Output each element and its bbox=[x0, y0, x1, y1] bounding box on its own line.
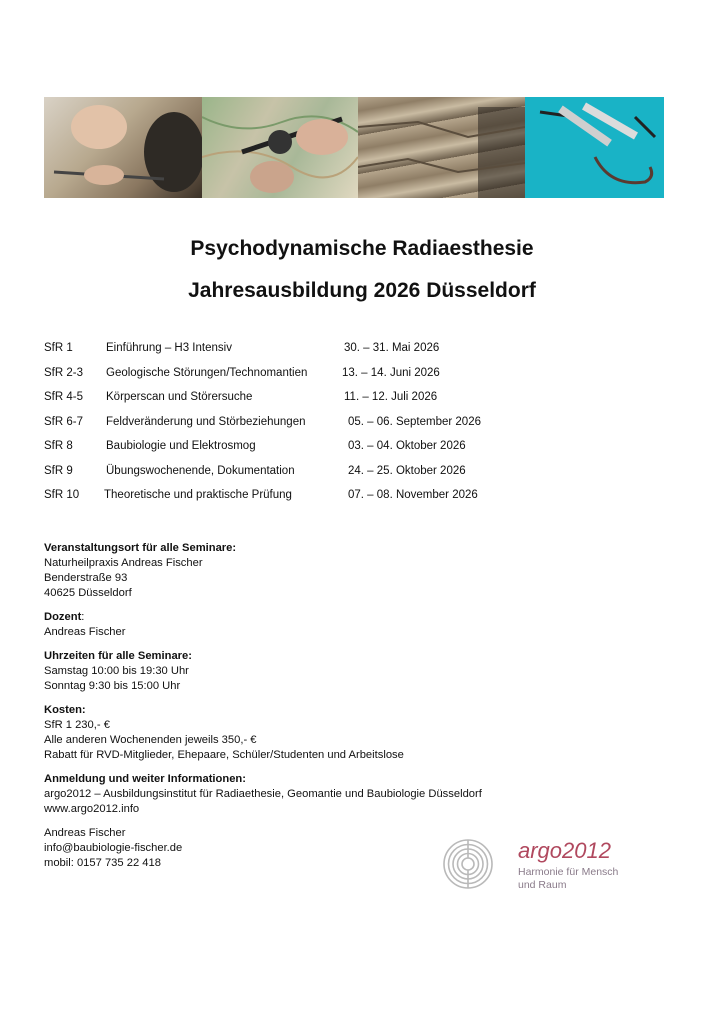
logo-tagline-line: und Raum bbox=[518, 879, 567, 891]
lecturer-section bbox=[44, 610, 125, 640]
seminar-schedule bbox=[44, 342, 684, 514]
seminar-topic: Theoretische und praktische Prüfung bbox=[104, 489, 292, 501]
schedule-row bbox=[44, 367, 684, 392]
registration-line: argo2012 – Ausbildungsinstitut für Radiaethesie, Geomantie und Baubiologie Düsseldorf bbox=[44, 788, 482, 800]
contact-phone: mobil: 0157 735 22 418 bbox=[44, 857, 161, 869]
photo-hands-rod bbox=[44, 97, 202, 198]
costs-line: SfR 1 230,- € bbox=[44, 719, 110, 731]
page-subtitle: Jahresausbildung 2026 Düsseldorf bbox=[188, 279, 536, 302]
seminar-date: 07. – 08. November 2026 bbox=[348, 489, 478, 501]
seminar-date: 03. – 04. Oktober 2026 bbox=[348, 440, 466, 452]
seminar-date: 11. – 12. Juli 2026 bbox=[344, 391, 438, 403]
lecturer-colon: : bbox=[81, 611, 85, 623]
logo-brand: argo2012 bbox=[518, 838, 611, 863]
labyrinth-icon bbox=[442, 838, 494, 890]
seminar-topic: Feldveränderung und Störbeziehungen bbox=[106, 415, 306, 428]
seminar-topic: Baubiologie und Elektrosmog bbox=[106, 440, 256, 452]
logo-tagline-line: Harmonie für Mensch bbox=[518, 866, 619, 878]
registration-section bbox=[44, 772, 482, 817]
seminar-code: SfR 10 bbox=[44, 489, 80, 501]
contact-name: Andreas Fischer bbox=[44, 827, 126, 839]
website-link[interactable]: www.argo2012.info bbox=[44, 803, 140, 815]
photo-map-rod bbox=[202, 97, 358, 198]
seminar-topic: Übungswochenende, Dokumentation bbox=[106, 464, 295, 477]
seminar-code: SfR 4-5 bbox=[44, 391, 83, 403]
schedule-row bbox=[44, 342, 684, 367]
contact-section bbox=[44, 826, 182, 871]
seminar-topic: Einführung – H3 Intensiv bbox=[106, 342, 232, 354]
contact-email[interactable]: info@baubiologie-fischer.de bbox=[44, 842, 183, 854]
seminar-date: 13. – 14. Juni 2026 bbox=[342, 366, 440, 379]
registration-heading: Anmeldung und weiter Informationen: bbox=[44, 773, 246, 785]
seminar-date: 30. – 31. Mai 2026 bbox=[344, 342, 440, 354]
seminar-code: SfR 9 bbox=[44, 464, 73, 477]
schedule-row bbox=[44, 489, 684, 514]
argo2012-logo bbox=[442, 838, 642, 894]
photo-stone-wall bbox=[358, 97, 525, 198]
costs-section bbox=[44, 703, 404, 763]
costs-heading: Kosten: bbox=[44, 704, 86, 716]
seminar-code: SfR 2-3 bbox=[44, 366, 83, 379]
logo-tagline bbox=[518, 866, 618, 892]
times-line: Samstag 10:00 bis 19:30 Uhr bbox=[44, 665, 189, 677]
times-line: Sonntag 9:30 bis 15:00 Uhr bbox=[44, 680, 181, 692]
seminar-code: SfR 1 bbox=[44, 342, 73, 354]
times-heading: Uhrzeiten für alle Seminare: bbox=[44, 650, 192, 662]
venue-section bbox=[44, 541, 236, 601]
venue-heading: Veranstaltungsort für alle Seminare: bbox=[44, 542, 237, 554]
seminar-date: 05. – 06. September 2026 bbox=[348, 415, 481, 428]
seminar-code: SfR 8 bbox=[44, 440, 73, 452]
lecturer-name: Andreas Fischer bbox=[44, 626, 126, 638]
venue-line: Benderstraße 93 bbox=[44, 572, 128, 584]
seminar-topic: Körperscan und Störersuche bbox=[106, 391, 253, 403]
seminar-code: SfR 6-7 bbox=[44, 415, 83, 428]
schedule-row bbox=[44, 391, 684, 416]
venue-line: Naturheilpraxis Andreas Fischer bbox=[44, 557, 203, 569]
lecturer-heading: Dozent bbox=[44, 611, 82, 623]
schedule-row bbox=[44, 416, 684, 441]
schedule-row bbox=[44, 440, 684, 465]
seminar-topic: Geologische Störungen/Technomantien bbox=[106, 366, 308, 379]
costs-line: Rabatt für RVD-Mitglieder, Ehepaare, Schüler/Studenten und Arbeitslose bbox=[44, 749, 404, 761]
schedule-row bbox=[44, 465, 684, 490]
photo-banner bbox=[44, 97, 664, 198]
venue-line: 40625 Düsseldorf bbox=[44, 587, 132, 599]
costs-line: Alle anderen Wochenenden jeweils 350,- € bbox=[44, 734, 257, 746]
times-section bbox=[44, 649, 192, 694]
page-title: Psychodynamische Radiaesthesie bbox=[190, 237, 534, 260]
photo-instruments bbox=[525, 97, 664, 198]
seminar-date: 24. – 25. Oktober 2026 bbox=[348, 464, 466, 477]
